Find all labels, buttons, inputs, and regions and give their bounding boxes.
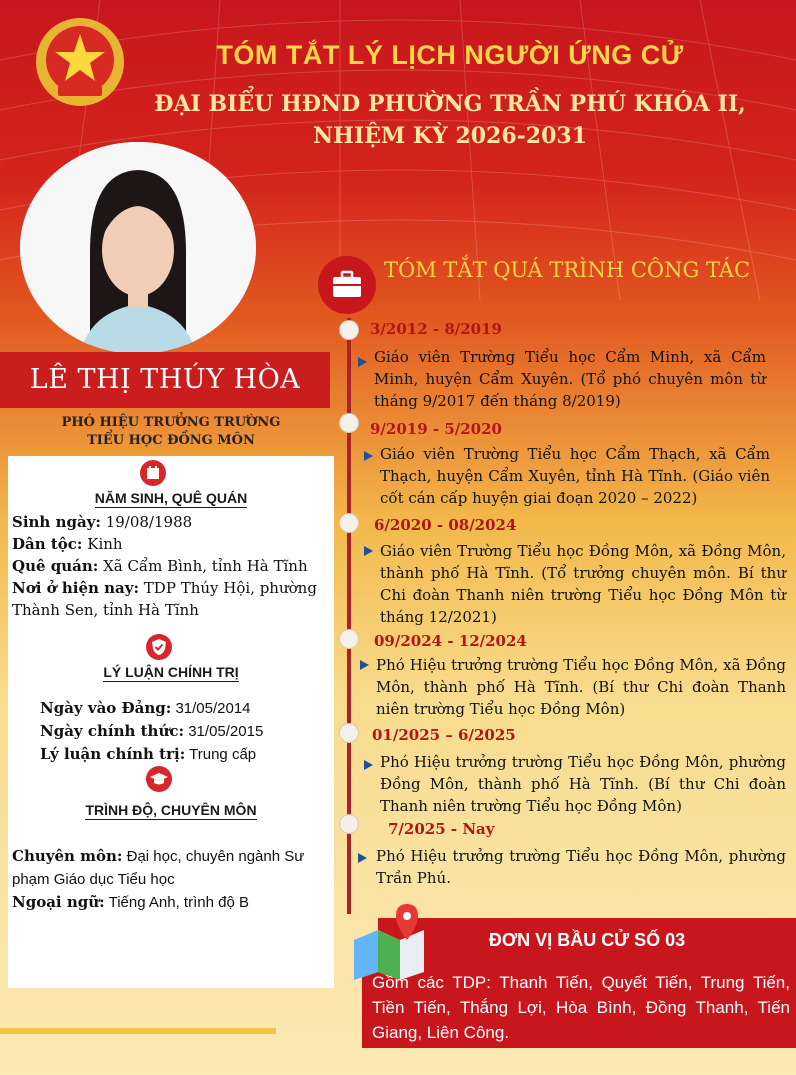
election-unit-description: Gồm các TDP: Thanh Tiến, Quyết Tiến, Trung Tiến, Tiền Tiến, Thắng Lợi, Hòa Bình, Đồng Thanh, Tiến Giang, Liên Công. [372,973,790,1042]
subtitle-line-1: ĐẠI BIỂU HĐND PHƯỜNG TRẦN PHÚ KHÓA II, [154,91,746,117]
candidate-photo [20,142,256,354]
bullet-arrow-icon [360,660,369,670]
hometown-row: Quê quán: Xã Cẩm Bình, tỉnh Hà Tĩnh [12,557,308,575]
bullet-arrow-icon [358,357,367,367]
career-text-2: Giáo viên Trường Tiểu học Cẩm Thạch, xã Cẩm Thạch, huyện Cẩm Xuyên, tỉnh Hà Tĩnh. (Giáo viên cốt cán cấp huyện giai đoạn 2020 – 2022) [380,445,770,507]
career-period-3: 6/2020 - 08/2024 [374,516,517,534]
candidate-name: LÊ THỊ THÚY HÒA [0,352,330,408]
career-period-4: 09/2024 - 12/2024 [374,632,527,650]
party-join-row: Ngày vào Đảng: 31/05/2014 [40,699,251,717]
dob-row: Sinh ngày: 19/08/1988 [12,513,193,531]
theory-row: Lý luận chính trị: Trung cấp [40,745,257,763]
career-text-1: Giáo viên Trường Tiểu học Cẩm Minh, xã Cẩm Minh, huyện Cẩm Xuyên. (Tổ phó chuyên môn từ tháng 9/2017 đến tháng 8/2019) [374,348,766,410]
career-text-4: Phó Hiệu trưởng trường Tiểu học Đồng Môn, xã Đồng Môn, thành phố Hà Tĩnh. (Bí thư Chi đoàn Thanh niên trường Tiểu học Đồng Môn) [376,656,786,718]
career-text-5: Phó Hiệu trưởng trường Tiểu học Đồng Môn, phường Đồng Môn, thành phố Hà Tĩnh. (Bí thư Chi đoàn Thanh niên trường Tiểu học Đồng Môn) [380,753,786,815]
ethnic-row: Dân tộc: Kinh [12,535,123,553]
bullet-arrow-icon [364,451,373,461]
career-period-1: 3/2012 - 8/2019 [370,320,502,338]
major-row: Chuyên môn: Đại học, chuyên ngành Sư phạm Giáo dục Tiểu học [12,847,305,888]
timeline-dot [340,321,358,339]
birth-info [12,511,330,621]
timeline-dot [340,414,358,432]
election-unit-title: ĐƠN VỊ BẦU CỬ SỐ 03 [378,918,796,962]
residence-row: Nơi ở hiện nay: TDP Thúy Hội, phường Thành Sen, tỉnh Hà Tĩnh [12,579,317,619]
career-section-title: TÓM TẮT QUÁ TRÌNH CÔNG TÁC [384,258,751,282]
role-divider [12,450,330,453]
career-text-3: Giáo viên Trường Tiểu học Đồng Môn, xã Đồng Môn, thành phố Hà Tĩnh. (Tổ trưởng chuyên môn. Bí thư Chi đoàn Thanh niên trường Tiểu học Đồng Môn từ tháng 12/2021) [380,542,786,626]
official-row: Ngày chính thức: 31/05/2015 [40,722,264,740]
timeline-dot [340,815,358,833]
bottom-decoration-bar [0,1028,276,1034]
timeline-dot [340,724,358,742]
career-period-6: 7/2025 - Nay [388,820,495,838]
page-subtitle [140,88,760,152]
timeline-dot [340,630,358,648]
bullet-arrow-icon [358,853,367,863]
candidate-role [12,414,330,450]
education-info [12,845,330,914]
map-pin-icon [350,900,430,980]
page-title: TÓM TẮT LÝ LỊCH NGƯỜI ỨNG CỬ [216,40,684,70]
career-period-2: 9/2019 - 5/2020 [370,420,502,438]
calendar-icon [140,460,166,486]
politics-info [40,697,330,766]
briefcase-icon [318,256,376,314]
portrait-illustration [20,142,256,354]
role-line-1: PHÓ HIỆU TRƯỞNG TRƯỜNG [61,415,281,430]
shield-check-icon [146,634,172,660]
bullet-arrow-icon [364,546,373,556]
career-period-5: 01/2025 – 6/2025 [372,726,516,744]
career-text-6: Phó Hiệu trưởng trường Tiểu học Đồng Môn, phường Trần Phú. [376,847,786,887]
education-section-title: TRÌNH ĐỘ, CHUYÊN MÔN [85,802,257,818]
role-line-2: TIỂU HỌC ĐỒNG MÔN [87,433,255,448]
birth-section-title: NĂM SINH, QUÊ QUÁN [94,490,248,506]
language-row: Ngoại ngữ: Tiếng Anh, trình độ B [12,893,249,911]
subtitle-line-2: NHIỆM KỲ 2026-2031 [312,123,588,149]
bullet-arrow-icon [364,760,373,770]
politics-section-title: LÝ LUẬN CHÍNH TRỊ [103,664,239,680]
vietnam-national-emblem-icon [34,16,126,108]
graduation-cap-icon [146,766,172,792]
timeline-dot [340,514,358,532]
